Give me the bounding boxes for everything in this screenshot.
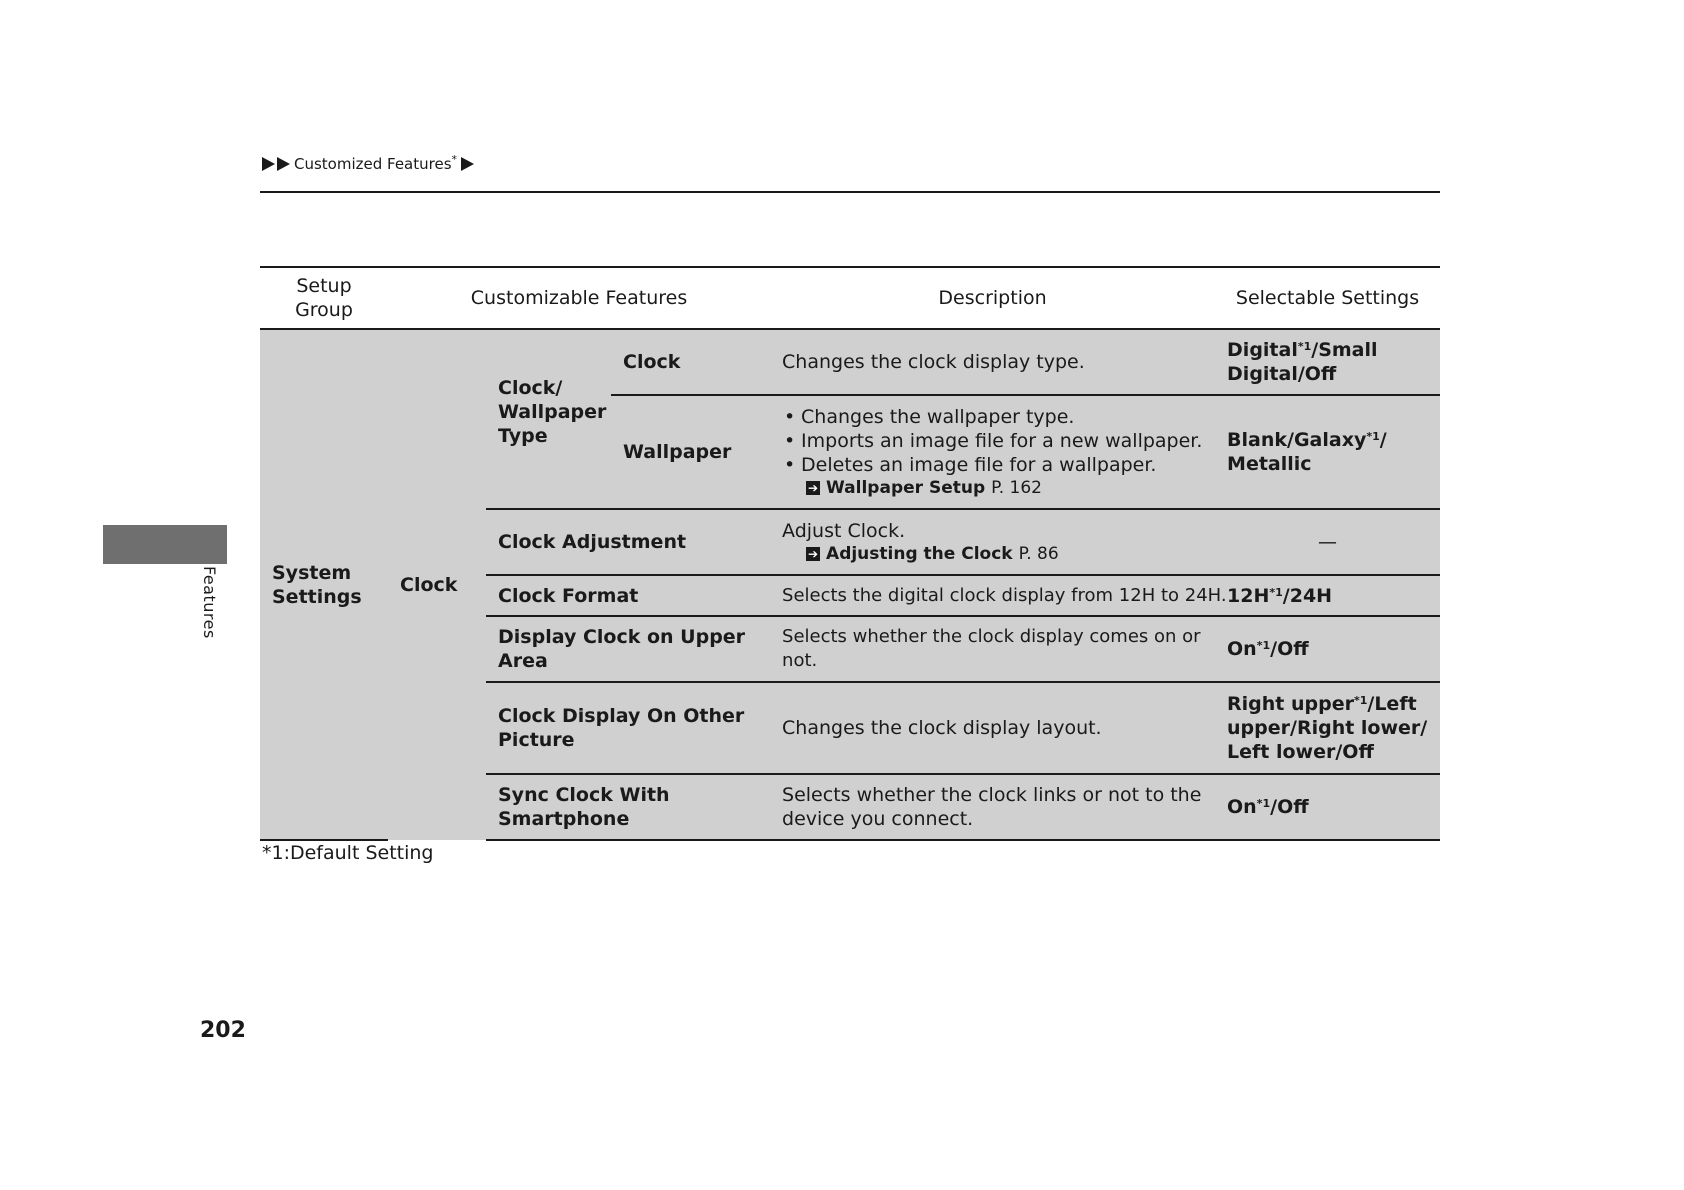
subgroup-cell: Clock: [388, 329, 486, 840]
section-tab: [103, 525, 227, 564]
settings-display-clock-upper: On$^{*1}$/Off: [1215, 616, 1440, 682]
description-clock: Changes the clock display type.: [770, 329, 1215, 395]
settings-clock-adjustment: —: [1215, 509, 1440, 575]
feature-clock-adjustment: Clock Adjustment: [486, 509, 770, 575]
list-item: • Changes the wallpaper type.: [782, 405, 1203, 429]
description-clock-display-other: Changes the clock display layout.: [770, 682, 1215, 774]
arrow-right-icon: [461, 157, 474, 171]
description-sync-clock: Selects whether the clock links or not to the device you connect.: [770, 774, 1215, 840]
breadcrumb: [262, 155, 474, 173]
settings-sync-clock: On$^{*1}$/Off: [1215, 774, 1440, 840]
footnote: *1:Default Setting: [262, 842, 434, 864]
header-customizable-features: Customizable Features: [388, 267, 770, 329]
arrow-right-icon: [277, 157, 290, 171]
feature-clock: Clock: [611, 329, 770, 395]
description-clock-format: Selects the digital clock display from 12H to 24H.: [770, 575, 1215, 616]
settings-wallpaper: Blank/Galaxy$^{*1}$/ Metallic: [1215, 395, 1440, 509]
header-setup-group: Setup Group: [260, 267, 388, 329]
settings-table: [260, 266, 1440, 841]
header-selectable-settings: Selectable Settings: [1215, 267, 1440, 329]
setup-group-cell: System Settings: [260, 329, 388, 840]
header-description: Description: [770, 267, 1215, 329]
feature-clock-display-other: Clock Display On Other Picture: [486, 682, 770, 774]
feature-wallpaper: Wallpaper: [611, 395, 770, 509]
settings-clock-display-other: Right upper$^{*1}$/Left upper/Right lower/ Left lower/Off: [1215, 682, 1440, 774]
description-clock-adjustment: Adjust Clock. ➔ Adjusting the Clock P. 86: [770, 509, 1215, 575]
table-row: [260, 329, 1440, 395]
clock-wallpaper-type-cell: Clock/ Wallpaper Type: [486, 329, 611, 509]
page-number: 202: [200, 1018, 246, 1043]
arrow-right-icon: [262, 157, 275, 171]
header-rule: [260, 191, 1440, 193]
feature-clock-format: Clock Format: [486, 575, 770, 616]
list-item: • Deletes an image file for a wallpaper.: [782, 453, 1203, 477]
reference-arrow-icon: ➔: [808, 547, 819, 561]
feature-sync-clock: Sync Clock With Smartphone: [486, 774, 770, 840]
feature-display-clock-upper: Display Clock on Upper Area: [486, 616, 770, 682]
list-item: • Imports an image file for a new wallpaper.: [782, 429, 1203, 453]
settings-clock: Digital$^{*1}$/Small Digital/Off: [1215, 329, 1440, 395]
description-display-clock-upper: Selects whether the clock display comes on or not.: [770, 616, 1215, 682]
breadcrumb-text: Customized Features*: [294, 153, 458, 173]
settings-clock-format: $12H^{*1}/24H$: [1215, 575, 1440, 616]
cross-reference[interactable]: ➔ Adjusting the Clock P. 86: [808, 544, 1059, 564]
reference-arrow-icon: ➔: [808, 481, 819, 495]
description-wallpaper: [770, 395, 1215, 509]
cross-reference[interactable]: ➔ Wallpaper Setup P. 162: [808, 478, 1042, 498]
table-header-row: [260, 267, 1440, 329]
section-tab-label: Features: [200, 566, 219, 639]
